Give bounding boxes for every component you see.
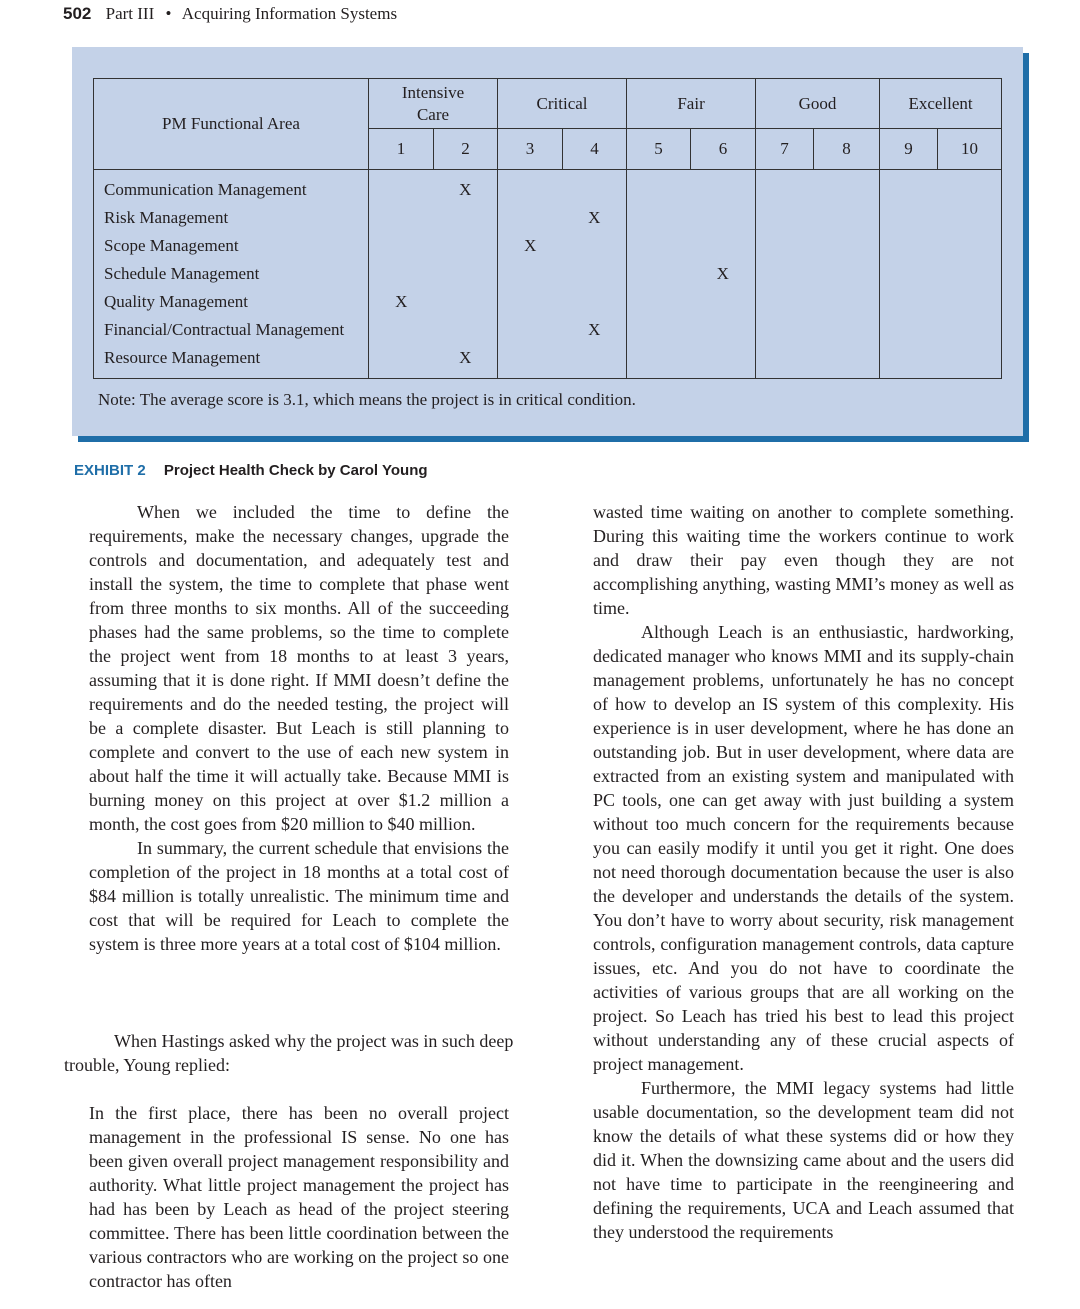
score-mark-cell (434, 204, 498, 232)
score-mark-cell (756, 204, 814, 232)
table-note: Note: The average score is 3.1, which means the project is in critical condition. (98, 390, 636, 409)
score-mark-cell (563, 344, 627, 379)
score-mark-cell (938, 316, 1002, 344)
score-header: 4 (563, 129, 627, 170)
score-mark-cell (880, 260, 938, 288)
score-mark-cell (814, 316, 880, 344)
score-mark-cell (814, 344, 880, 379)
table-row (94, 344, 1002, 379)
score-mark-cell (880, 316, 938, 344)
score-mark-cell (691, 344, 756, 379)
part-label: Part III (105, 4, 155, 23)
quote-block (89, 1101, 509, 1293)
score-mark-cell (369, 232, 434, 260)
score-mark-cell (814, 204, 880, 232)
area-column-header: PM Functional Area (94, 79, 369, 170)
score-mark-cell (563, 288, 627, 316)
score-mark-cell (369, 344, 434, 379)
table-row (94, 260, 1002, 288)
score-mark-cell (498, 344, 563, 379)
score-mark-cell (691, 204, 756, 232)
score-header: 8 (814, 129, 880, 170)
score-mark-cell (938, 344, 1002, 379)
band-header: Fair (627, 79, 756, 129)
score-header: 1 (369, 129, 434, 170)
functional-area-cell: Resource Management (94, 344, 369, 379)
score-mark-cell (814, 232, 880, 260)
table-row (94, 170, 1002, 205)
score-mark-cell (498, 170, 563, 205)
left-column (89, 500, 509, 956)
score-mark-cell (691, 316, 756, 344)
bullet-separator: • (165, 4, 172, 23)
table-row (94, 232, 1002, 260)
score-mark-cell (814, 260, 880, 288)
narrative-paragraph: When Hastings asked why the project was in such deep trouble, Young replied: (64, 1031, 514, 1075)
score-mark-cell (814, 288, 880, 316)
score-mark-cell (369, 204, 434, 232)
score-mark-cell (563, 170, 627, 205)
score-mark-cell (627, 316, 691, 344)
score-mark-cell: X (434, 170, 498, 205)
score-mark-cell (434, 260, 498, 288)
functional-area-cell: Communication Management (94, 170, 369, 205)
score-header: 3 (498, 129, 563, 170)
body-paragraph: Furthermore, the MMI legacy systems had little usable documentation, so the development team did not know the details of what these systems did or how they did it. When the downsizing came about and the users did not have time to participate in the reengineering and defining the requirements, UCA and Leach assumed that they understood the requirements (593, 1078, 1014, 1242)
score-mark-cell (880, 288, 938, 316)
project-health-table (93, 78, 1002, 379)
score-mark-cell (756, 344, 814, 379)
right-column (593, 500, 1014, 1244)
functional-area-cell: Scope Management (94, 232, 369, 260)
score-header: 9 (880, 129, 938, 170)
score-mark-cell: X (563, 204, 627, 232)
score-mark-cell (938, 170, 1002, 205)
body-paragraph: wasted time waiting on another to complete something. During this waiting time the workers continue to work and draw their pay even though they are not accomplishing anything, wasting MMI’s money as well as time. (593, 502, 1014, 618)
score-mark-cell: X (563, 316, 627, 344)
section-title: Acquiring Information Systems (181, 4, 398, 23)
exhibit-caption (74, 462, 428, 479)
score-mark-cell (880, 204, 938, 232)
score-mark-cell (369, 260, 434, 288)
score-mark-cell (756, 170, 814, 205)
score-mark-cell: X (691, 260, 756, 288)
quote-paragraph: In the first place, there has been no overall project management in the professional IS sense. No one has been given overall project management responsibility and authority. What little project management the project has had has been by Leach as head of the project steering committee. There has been little coordination between the various contractors who are working on the project so one contractor has often (89, 1103, 509, 1291)
table-row (94, 204, 1002, 232)
score-mark-cell (756, 316, 814, 344)
score-mark-cell: X (369, 288, 434, 316)
score-mark-cell (627, 260, 691, 288)
band-header: Good (756, 79, 880, 129)
score-mark-cell (563, 232, 627, 260)
score-mark-cell (880, 170, 938, 205)
narrative-block (64, 1029, 534, 1077)
score-mark-cell (691, 170, 756, 205)
functional-area-cell: Financial/Contractual Management (94, 316, 369, 344)
page-number: 502 (63, 4, 92, 23)
score-mark-cell (691, 288, 756, 316)
quote-paragraph: When we included the time to define the requirements, make the necessary changes, upgrade the controls and documentation, and adequately test and install the system, the time to complete that phase went from three months to six months. All of the succeeding phases had the same problems, so the time to complete the project went from 18 months to at least 3 years, assuming that it is done right. If MMI doesn’t define the requirements and do the needed testing, the project will be a complete disaster. But Leach is still planning to complete and convert to the use of each new system in about half the time it will actually take. Because MMI is burning money on this project at over $1.2 million a month, the cost goes from $20 million to $40 million. (89, 502, 509, 834)
score-header: 2 (434, 129, 498, 170)
score-header: 6 (691, 129, 756, 170)
score-mark-cell (814, 170, 880, 205)
score-mark-cell (938, 260, 1002, 288)
table-row (94, 288, 1002, 316)
score-mark-cell (434, 232, 498, 260)
exhibit-title: Project Health Check by Carol Young (163, 462, 428, 479)
score-mark-cell (498, 316, 563, 344)
functional-area-cell: Risk Management (94, 204, 369, 232)
score-mark-cell (756, 232, 814, 260)
score-mark-cell (691, 232, 756, 260)
score-mark-cell (627, 170, 691, 205)
score-mark-cell (498, 204, 563, 232)
score-mark-cell (563, 260, 627, 288)
score-mark-cell (756, 260, 814, 288)
running-head (63, 4, 397, 24)
score-mark-cell (938, 288, 1002, 316)
exhibit-label: EXHIBIT 2 (74, 462, 146, 479)
score-mark-cell (627, 204, 691, 232)
functional-area-cell: Quality Management (94, 288, 369, 316)
score-mark-cell (880, 344, 938, 379)
score-mark-cell (880, 232, 938, 260)
score-mark-cell (627, 288, 691, 316)
quote-paragraph: In summary, the current schedule that envisions the completion of the project in 18 months at a total cost of $84 million is totally unrealistic. The minimum time and cost that will be required for Leach to complete the system is three more years at a total cost of $104 million. (89, 838, 509, 954)
score-mark-cell (434, 316, 498, 344)
score-mark-cell (938, 232, 1002, 260)
score-mark-cell (627, 344, 691, 379)
band-header: Excellent (880, 79, 1002, 129)
score-mark-cell (369, 316, 434, 344)
table-row (94, 316, 1002, 344)
band-header: Intensive Care (369, 79, 498, 129)
score-header: 10 (938, 129, 1002, 170)
score-mark-cell (498, 260, 563, 288)
score-mark-cell (938, 204, 1002, 232)
score-header: 5 (627, 129, 691, 170)
score-mark-cell: X (434, 344, 498, 379)
score-mark-cell (756, 288, 814, 316)
functional-area-cell: Schedule Management (94, 260, 369, 288)
band-header: Critical (498, 79, 627, 129)
score-mark-cell (498, 288, 563, 316)
score-mark-cell: X (498, 232, 563, 260)
score-header: 7 (756, 129, 814, 170)
body-paragraph: Although Leach is an enthusiastic, hardworking, dedicated manager who knows MMI and its supply-chain management problems, unfortunately he has no concept of how to develop an IS system of this complexity. His experience is in user development, where he has done an outstanding job. But in user development, where data are extracted from an existing system and manipulated with PC tools, one can get away with just building a system without too much concern for the requirements because you can easily modify it until you get it right. One does not need thorough documentation because the user is also the developer and understands the details of the system. You don’t have to worry about security, risk management controls, configuration management controls, data capture issues, etc. And you do not have to coordinate the activities of various groups that are all working on the project. So Leach has tried his best to lead this project without understanding any of these crucial aspects of project management. (593, 622, 1014, 1074)
score-mark-cell (627, 232, 691, 260)
score-mark-cell (369, 170, 434, 205)
score-mark-cell (434, 288, 498, 316)
